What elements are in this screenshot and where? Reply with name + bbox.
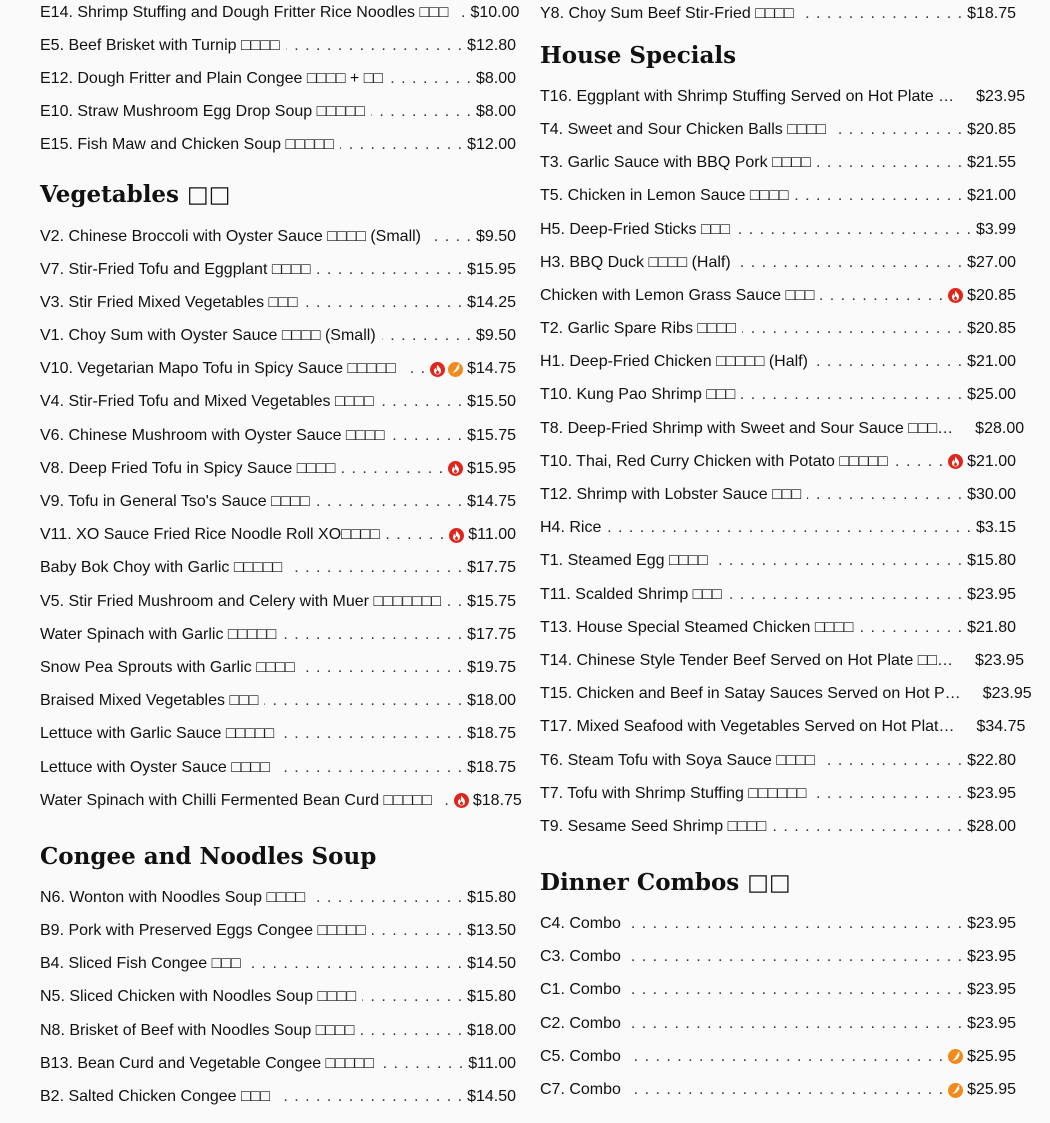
menu-item <box>40 129 516 162</box>
menu-item-name: B9. Pork with Preserved Eggs Congee □□□□□ <box>40 922 366 940</box>
menu-item <box>540 777 1016 810</box>
right-top-list <box>540 0 1016 30</box>
dot-leader <box>340 136 463 154</box>
dot-leader <box>627 948 963 966</box>
menu-item-price: $15.95 <box>467 459 516 477</box>
menu-item-price: $15.95 <box>467 260 516 278</box>
dot-leader <box>301 659 463 677</box>
dot-leader <box>380 393 463 411</box>
badge-group <box>948 454 963 469</box>
dot-leader <box>372 922 463 940</box>
menu-item <box>540 346 1016 379</box>
menu-item-price: $14.25 <box>467 293 516 311</box>
dinner-combos-section-title: Dinner Combos □□ <box>540 869 791 896</box>
dot-leader <box>736 221 972 239</box>
menu-item-name: T7. Tofu with Shrimp Stuffing □□□□□□ <box>540 784 807 802</box>
menu-item <box>540 445 1016 478</box>
menu-item <box>540 0 1016 30</box>
menu-item-price: $18.00 <box>467 1021 516 1039</box>
menu-item <box>40 29 516 62</box>
menu-item-price: $17.75 <box>467 625 516 643</box>
menu-item <box>540 611 1016 644</box>
menu-item <box>40 751 516 784</box>
dot-leader <box>817 154 963 172</box>
menu-item-price: $23.95 <box>967 915 1016 933</box>
menu-item-name: T4. Sweet and Sour Chicken Balls □□□□ <box>540 120 826 138</box>
menu-item-price: $10.00 <box>470 3 520 21</box>
dot-leader <box>317 261 464 279</box>
menu-item-name: T12. Shrimp with Lobster Sauce □□□ <box>540 486 802 504</box>
menu-item-name: H4. Rice <box>540 519 602 537</box>
menu-item-name: V10. Vegetarian Mapo Tofu in Spicy Sauce □□□□□ <box>40 360 396 378</box>
dot-leader <box>362 988 463 1006</box>
menu-item-price: $8.00 <box>475 103 516 121</box>
menu-item-name: T17. Mixed Seafood with Vegetables Served on Hot Plat… <box>540 718 955 736</box>
dot-leader <box>812 785 963 803</box>
menu-item <box>540 180 1016 213</box>
dinner-combos-list <box>540 908 1016 1107</box>
chili-spicy-icon <box>448 362 463 377</box>
dot-leader <box>832 121 963 139</box>
menu-item-price: $14.75 <box>467 360 516 378</box>
dot-leader <box>447 593 463 611</box>
menu-item-name: Lettuce with Oyster Sauce □□□□ <box>40 758 270 776</box>
menu-item-name: C4. Combo <box>540 915 621 933</box>
dot-leader <box>800 5 963 23</box>
menu-item <box>540 578 1016 611</box>
menu-item <box>40 585 516 618</box>
dot-leader <box>402 360 426 378</box>
menu-item-name: V5. Stir Fried Mushroom and Celery with Muer □□□□□□□ <box>40 592 442 610</box>
dot-leader <box>894 453 944 471</box>
menu-item-name: T2. Garlic Spare Ribs □□□□ <box>540 320 737 338</box>
menu-item-name: Snow Pea Sprouts with Garlic □□□□ <box>40 658 295 676</box>
menu-item-name: T5. Chicken in Lemon Sauce □□□□ <box>540 187 789 205</box>
menu-item-price: $21.80 <box>967 618 1016 636</box>
dot-leader <box>282 626 463 644</box>
dot-leader <box>821 752 963 770</box>
dot-leader <box>371 103 472 121</box>
menu-item-price: $21.00 <box>967 452 1016 470</box>
chili-spicy-icon <box>948 1083 963 1098</box>
menu-item-name: E14. Shrimp Stuffing and Dough Fritter Rice Noodles □□□ <box>40 3 449 21</box>
menu-item-price: $23.95 <box>967 585 1016 603</box>
menu-item-price: $25.95 <box>967 1081 1016 1099</box>
menu-item-name: E5. Beef Brisket with Turnip □□□□ <box>40 36 280 54</box>
badge-group <box>449 528 464 543</box>
flame-hot-icon <box>948 288 963 303</box>
dot-leader <box>316 493 463 511</box>
menu-item-price: $19.75 <box>467 658 516 676</box>
menu-item-price: $9.50 <box>475 227 516 245</box>
menu-item <box>40 915 516 948</box>
dot-leader <box>807 486 963 504</box>
dot-leader <box>247 955 463 973</box>
menu-item-name: H3. BBQ Duck □□□□ (Half) <box>540 253 731 271</box>
menu-item-price: $21.00 <box>967 187 1016 205</box>
menu-item-name: C2. Combo <box>540 1014 621 1032</box>
right-menu-column <box>540 0 1032 1107</box>
menu-item-price: $15.75 <box>467 592 516 610</box>
menu-item <box>540 213 1016 246</box>
menu-item <box>40 552 516 585</box>
menu-item-name: Y8. Choy Sum Beef Stir-Fried □□□□ <box>540 4 794 22</box>
menu-item-name: Water Spinach with Chilli Fermented Bean Curd □□□□□ <box>40 791 432 809</box>
menu-item-name: T8. Deep-Fried Shrimp with Sweet and Sour Sauce □□□… <box>540 419 954 437</box>
dot-leader <box>280 725 463 743</box>
menu-item-name: Lettuce with Garlic Sauce □□□□□ <box>40 725 275 743</box>
menu-item <box>540 941 1016 974</box>
menu-item-name: E12. Dough Fritter and Plain Congee □□□□ + □□ <box>40 69 384 87</box>
menu-item-price: $15.50 <box>467 393 516 411</box>
menu-item <box>40 519 516 552</box>
menu-item-name: B4. Sliced Fish Congee □□□ <box>40 955 241 973</box>
dot-leader <box>627 915 963 933</box>
menu-item <box>540 412 1025 445</box>
dot-leader <box>627 1015 963 1033</box>
menu-item <box>40 320 516 353</box>
menu-item-name: E10. Straw Mushroom Egg Drop Soup □□□□□ <box>40 103 365 121</box>
menu-item-name: N5. Sliced Chicken with Noodles Soup □□□□ <box>40 988 357 1006</box>
menu-item-name: N8. Brisket of Beef with Noodles Soup □□□□ <box>40 1021 355 1039</box>
menu-item-price: $27.00 <box>967 253 1016 271</box>
dot-leader <box>820 287 944 305</box>
dot-leader <box>714 552 963 570</box>
menu-item <box>540 1040 1016 1073</box>
menu-item-name: N6. Wonton with Noodles Soup □□□□ <box>40 888 306 906</box>
menu-item-price: $25.95 <box>967 1047 1016 1065</box>
menu-item-price: $18.75 <box>467 725 516 743</box>
menu-item <box>540 744 1016 777</box>
menu-item <box>540 908 1016 941</box>
flame-hot-icon <box>430 362 445 377</box>
menu-item-name: T3. Garlic Sauce with BBQ Pork □□□□ <box>540 154 811 172</box>
menu-item-price: $25.00 <box>967 386 1016 404</box>
dot-leader <box>814 353 963 371</box>
menu-item <box>40 419 516 452</box>
menu-item <box>540 644 1024 677</box>
dot-leader <box>627 1048 944 1066</box>
menu-item-name: T14. Chinese Style Tender Beef Served on Hot Plate □□… <box>540 651 954 669</box>
badge-group <box>948 1083 963 1098</box>
dot-leader <box>304 294 464 312</box>
menu-item <box>40 718 516 751</box>
menu-item <box>40 784 522 817</box>
menu-item-name: C5. Combo <box>540 1047 621 1065</box>
menu-item-price: $8.00 <box>475 69 516 87</box>
menu-item <box>40 618 516 651</box>
menu-item <box>540 1073 1016 1106</box>
menu-item <box>540 545 1016 578</box>
dot-leader <box>772 818 963 836</box>
badge-group <box>430 362 463 377</box>
menu-item-price: $23.95 <box>967 981 1016 999</box>
menu-item <box>40 948 516 981</box>
menu-item <box>40 1080 516 1113</box>
menu-item-price: $3.99 <box>975 220 1016 238</box>
menu-item-name: C7. Combo <box>540 1081 621 1099</box>
menu-item-price: $12.80 <box>467 36 516 54</box>
dot-leader <box>386 526 445 544</box>
menu-item <box>40 452 516 485</box>
menu-item-name: Water Spinach with Garlic □□□□□ <box>40 625 277 643</box>
menu-item-name: H5. Deep-Fried Sticks □□□ <box>540 220 730 238</box>
dot-leader <box>742 320 963 338</box>
menu-item-price: $20.85 <box>967 120 1016 138</box>
menu-item <box>540 810 1016 843</box>
menu-item <box>40 386 516 419</box>
menu-item-price: $15.80 <box>467 888 516 906</box>
menu-item-price: $28.00 <box>975 419 1025 437</box>
dot-leader <box>341 460 444 478</box>
menu-item-name: V8. Deep Fried Tofu in Spicy Sauce □□□□ <box>40 459 336 477</box>
menu-item-name: Baby Bok Choy with Garlic □□□□□ <box>40 559 283 577</box>
menu-item <box>540 478 1016 511</box>
menu-item-price: $3.15 <box>975 519 1016 537</box>
dot-leader <box>311 889 463 907</box>
menu-item <box>540 974 1016 1007</box>
menu-item-price: $23.95 <box>967 948 1016 966</box>
flame-hot-icon <box>948 454 963 469</box>
menu-item-name: V9. Tofu in General Tso's Sauce □□□□ <box>40 493 310 511</box>
menu-item-name: T10. Kung Pao Shrimp □□□ <box>540 386 736 404</box>
menu-item-price: $21.55 <box>967 154 1016 172</box>
menu-item-price: $15.75 <box>467 426 516 444</box>
menu-item <box>540 379 1016 412</box>
dot-leader <box>276 759 463 777</box>
menu-item-name: T15. Chicken and Beef in Satay Sauces Served on Hot P… <box>540 685 961 703</box>
dot-leader <box>288 559 463 577</box>
menu-item-price: $13.50 <box>467 922 516 940</box>
menu-item <box>40 881 516 914</box>
menu-item <box>40 485 516 518</box>
menu-item-name: T11. Scalded Shrimp □□□ <box>540 585 722 603</box>
menu-item <box>40 353 516 386</box>
menu-item-price: $23.95 <box>976 87 1026 105</box>
menu-item-price: $11.00 <box>468 526 516 544</box>
menu-item <box>540 678 1032 711</box>
dot-leader <box>859 619 963 637</box>
menu-item-name: T10. Thai, Red Curry Chicken with Potato □□□□□ <box>540 452 888 470</box>
menu-item <box>40 1047 516 1080</box>
chili-spicy-icon <box>948 1049 963 1064</box>
menu-item <box>540 512 1016 545</box>
menu-item-price: $20.85 <box>967 320 1016 338</box>
menu-item-price: $21.00 <box>967 353 1016 371</box>
menu-item <box>40 981 516 1014</box>
menu-item <box>40 286 516 319</box>
menu-item-price: $28.00 <box>967 817 1016 835</box>
left-menu-column <box>40 0 522 1114</box>
dot-leader <box>389 70 472 88</box>
dot-leader <box>360 1022 463 1040</box>
menu-item-name: B2. Salted Chicken Congee □□□ <box>40 1088 271 1106</box>
badge-group <box>454 793 469 808</box>
menu-item <box>540 1007 1016 1040</box>
house-specials-list <box>540 80 1032 843</box>
menu-item <box>40 685 516 718</box>
menu-item-name: T13. House Special Steamed Chicken □□□□ <box>540 618 854 636</box>
menu-item-name: E15. Fish Maw and Chicken Soup □□□□□ <box>40 136 334 154</box>
menu-item-name: T9. Sesame Seed Shrimp □□□□ <box>540 817 767 835</box>
menu-item-price: $18.75 <box>967 4 1016 22</box>
menu-item <box>540 246 1016 279</box>
dot-leader <box>382 327 472 345</box>
menu-item-name: V2. Chinese Broccoli with Oyster Sauce □□□□ (Small) <box>40 227 421 245</box>
dot-leader <box>380 1055 464 1073</box>
congee-list <box>40 881 516 1113</box>
menu-item <box>540 80 1026 113</box>
menu-item-price: $14.50 <box>467 955 516 973</box>
menu-item-name: V4. Stir-Fried Tofu and Mixed Vegetables □□□□ <box>40 393 374 411</box>
menu-item-price: $14.75 <box>467 493 516 511</box>
flame-hot-icon <box>448 461 463 476</box>
menu-item-name: Braised Mixed Vegetables □□□ <box>40 692 259 710</box>
menu-item <box>40 253 516 286</box>
dot-leader <box>795 187 964 205</box>
dot-leader <box>737 254 963 272</box>
badge-group <box>948 288 963 303</box>
dot-leader <box>728 586 963 604</box>
flame-hot-icon <box>454 793 469 808</box>
menu-item <box>540 711 1026 744</box>
menu-item-name: B13. Bean Curd and Vegetable Congee □□□□□ <box>40 1054 374 1072</box>
menu-item-price: $12.00 <box>467 136 516 154</box>
dot-leader <box>427 228 472 246</box>
menu-item-name: V7. Stir-Fried Tofu and Eggplant □□□□ <box>40 260 311 278</box>
menu-item-price: $15.80 <box>967 552 1016 570</box>
badge-group <box>448 461 463 476</box>
menu-item-price: $14.50 <box>467 1088 516 1106</box>
menu-item-price: $20.85 <box>967 286 1016 304</box>
menu-item-price: $30.00 <box>967 486 1016 504</box>
vegetables-list <box>40 220 522 817</box>
dot-leader <box>391 427 464 445</box>
menu-item-price: $23.95 <box>975 651 1024 669</box>
dot-leader <box>276 1088 463 1106</box>
menu-item-price: $18.75 <box>472 791 522 809</box>
menu-item-price: $11.00 <box>468 1054 516 1072</box>
menu-item-price: $23.95 <box>967 784 1016 802</box>
menu-item <box>540 313 1016 346</box>
menu-item-name: Chicken with Lemon Grass Sauce □□□ <box>540 286 815 304</box>
dot-leader <box>741 386 963 404</box>
menu-item <box>540 113 1016 146</box>
vegetables-section-title: Vegetables □□ <box>40 181 231 209</box>
menu-item-price: $17.75 <box>467 559 516 577</box>
dot-leader <box>627 981 963 999</box>
menu-item-name: C1. Combo <box>540 981 621 999</box>
menu-item-name: C3. Combo <box>540 948 621 966</box>
menu-item-price: $23.95 <box>982 685 1032 703</box>
congee-section-title: Congee and Noodles Soup <box>40 842 377 870</box>
flame-hot-icon <box>449 528 464 543</box>
menu-item-price: $18.00 <box>467 692 516 710</box>
dot-leader <box>454 4 466 22</box>
menu-item-name: T6. Steam Tofu with Soya Sauce □□□□ <box>540 751 815 769</box>
house-specials-section-title: House Specials <box>540 41 737 69</box>
menu-item-name: T1. Steamed Egg □□□□ <box>540 552 708 570</box>
dot-leader <box>627 1081 944 1099</box>
menu-item-price: $23.95 <box>967 1014 1016 1032</box>
menu-item <box>40 96 516 129</box>
menu-item-price: $18.75 <box>467 758 516 776</box>
dot-leader <box>286 37 463 55</box>
menu-item-name: V6. Chinese Mushroom with Oyster Sauce □□□□ <box>40 426 385 444</box>
left-top-list <box>40 0 520 162</box>
dot-leader <box>264 692 463 710</box>
menu-item-price: $15.80 <box>467 988 516 1006</box>
menu-item-price: $9.50 <box>475 327 516 345</box>
menu-item-price: $22.80 <box>967 751 1016 769</box>
menu-item <box>40 651 516 684</box>
menu-item <box>40 220 516 253</box>
menu-item <box>540 279 1016 312</box>
dot-leader <box>438 792 450 810</box>
menu-item <box>40 1014 516 1047</box>
menu-item-name: T16. Eggplant with Shrimp Stuffing Served on Hot Plate … <box>540 87 955 105</box>
menu-item-name: V1. Choy Sum with Oyster Sauce □□□□ (Small) <box>40 327 376 345</box>
menu-item-name: V11. XO Sauce Fried Rice Noodle Roll XO□□□□ <box>40 526 380 544</box>
menu-item-name: H1. Deep-Fried Chicken □□□□□ (Half) <box>540 353 808 371</box>
menu-item <box>540 147 1016 180</box>
badge-group <box>948 1049 963 1064</box>
menu-item-name: V3. Stir Fried Mixed Vegetables □□□ <box>40 293 298 311</box>
dot-leader <box>607 519 972 537</box>
menu-item <box>40 62 516 95</box>
menu-item-price: $34.75 <box>976 718 1026 736</box>
menu-item <box>40 0 520 29</box>
